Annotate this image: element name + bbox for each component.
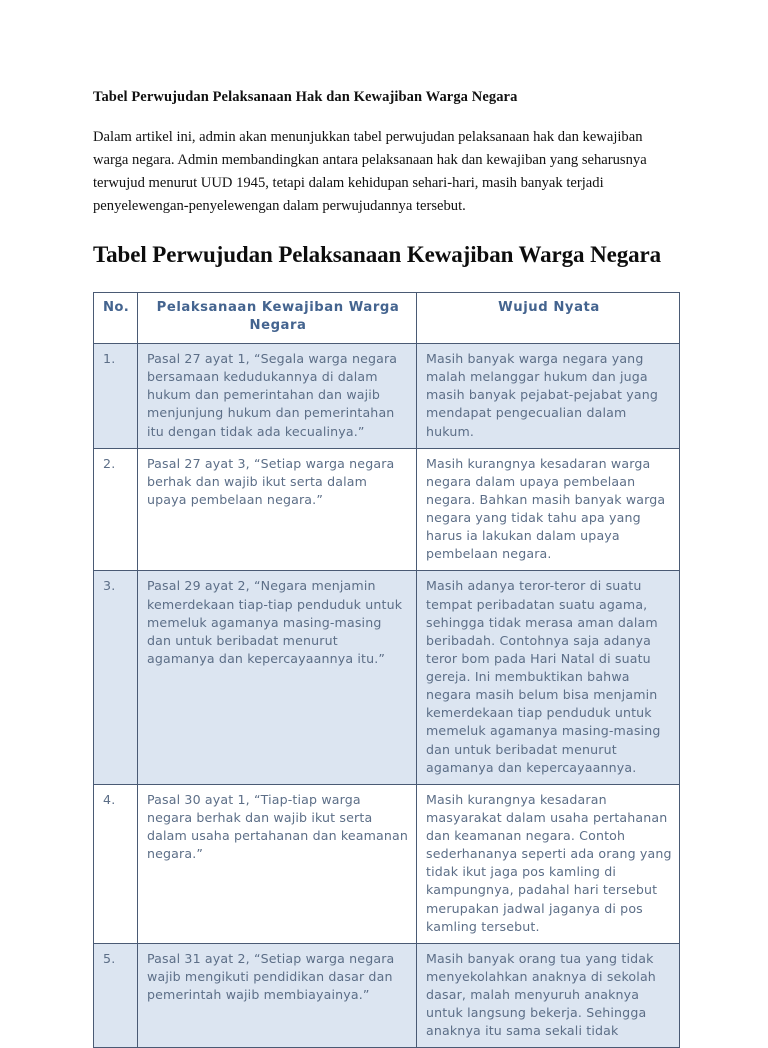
cell-wujud-nyata-text: Masih kurangnya kesadaran masyarakat dalam usaha pertahanan dan keamanan negara. Contoh sederhananya seperti ada orang yang tidak ikut jaga pos kamling di kampungnya, padahal hari tersebut merupakan jadwal jaganya di pos kamling tersebut. bbox=[426, 791, 672, 934]
cell-kewajiban bbox=[138, 943, 417, 1048]
cell-wujud-nyata-text: Masih banyak warga negara yang malah melanggar hukum dan juga masih banyak pejabat-pejabat yang mendapat pengecualian dalam hukum. bbox=[426, 351, 659, 439]
row-number: 3. bbox=[94, 571, 138, 784]
table-row bbox=[94, 784, 680, 943]
cell-wujud-nyata-text: Masih adanya teror-teror di suatu tempat peribadatan suatu agama, sehingga tidak merasa aman dalam beribadah. Contohnya saja adanya teror bom pada Hari Natal di suatu gereja. Ini membuktikan bahwa negara masih belum bisa menjamin kemerdekaan tiap penduduk untuk memeluk agamanya masing-masing dan untuk beribadat menurut agamanya dan kepercayaannya. bbox=[426, 578, 661, 775]
table-header bbox=[94, 292, 680, 343]
kewajiban-table bbox=[93, 292, 680, 1048]
row-number: 4. bbox=[94, 784, 138, 943]
document-title: Tabel Perwujudan Pelaksanaan Hak dan Kewajiban Warga Negara bbox=[93, 89, 518, 105]
table-row bbox=[94, 943, 680, 1048]
table-header-row bbox=[94, 292, 680, 343]
section-heading: Tabel Perwujudan Pelaksanaan Kewajiban Warga Negara bbox=[93, 241, 662, 267]
cell-kewajiban-text: Pasal 27 ayat 3, “Setiap warga negara berhak dan wajib ikut serta dalam upaya pembelaan negara.” bbox=[147, 455, 395, 507]
table-row bbox=[94, 344, 680, 449]
cell-kewajiban bbox=[138, 784, 417, 943]
table-row bbox=[94, 448, 680, 571]
table-container bbox=[93, 292, 679, 1048]
column-header-wujud-nyata: Wujud Nyata bbox=[417, 292, 680, 343]
cell-wujud-nyata bbox=[417, 571, 680, 784]
row-number: 1. bbox=[94, 344, 138, 449]
cell-wujud-nyata-text: Masih banyak orang tua yang tidak menyekolahkan anaknya di sekolah dasar, malah menyuruh anaknya untuk langsung bekerja. Sehingga anaknya itu sama sekali tidak bbox=[426, 950, 656, 1039]
column-header-no: No. bbox=[94, 292, 138, 343]
row-number: 5. bbox=[94, 943, 138, 1048]
cell-kewajiban-text: Pasal 31 ayat 2, “Setiap warga negara wajib mengikuti pendidikan dasar dan pemerintah wajib membiayainya.” bbox=[147, 950, 395, 1003]
table-row bbox=[94, 571, 680, 784]
intro-paragraph: Dalam artikel ini, admin akan menunjukkan tabel perwujudan pelaksanaan hak dan kewajiban warga negara. Admin membandingkan antara pelaksanaan hak dan kewajiban yang seharusnya terwujud menurut UUD 1945, tetapi dalam kehidupan sehari-hari, masih banyak terjadi penyelewengan-penyelewengan dalam perwujudannya tersebut. bbox=[93, 128, 647, 214]
column-header-kewajiban: Pelaksanaan Kewajiban Warga Negara bbox=[138, 292, 417, 343]
cell-wujud-nyata bbox=[417, 784, 680, 943]
cell-wujud-nyata bbox=[417, 943, 680, 1048]
cell-wujud-nyata-text: Masih kurangnya kesadaran warga negara dalam upaya pembelaan negara. Bahkan masih banyak warga negara yang tidak tahu apa yang harus ia lakukan dalam upaya pembelaan negara. bbox=[426, 455, 666, 562]
table-body bbox=[94, 344, 680, 1048]
cell-wujud-nyata bbox=[417, 448, 680, 571]
cell-kewajiban bbox=[138, 571, 417, 784]
cell-kewajiban-text: Pasal 30 ayat 1, “Tiap-tiap warga negara berhak dan wajib ikut serta dalam usaha pertahanan dan keamanan negara.” bbox=[147, 791, 409, 862]
cell-kewajiban bbox=[138, 344, 417, 449]
row-number: 2. bbox=[94, 448, 138, 571]
cell-kewajiban bbox=[138, 448, 417, 571]
cell-kewajiban-text: Pasal 27 ayat 1, “Segala warga negara bersamaan kedudukannya di dalam hukum dan pemerintahan dan wajib menjunjung hukum dan pemerintahan itu dengan tidak ada kecualinya.” bbox=[147, 351, 398, 439]
cell-wujud-nyata bbox=[417, 344, 680, 449]
cell-kewajiban-text: Pasal 29 ayat 2, “Negara menjamin kemerdekaan tiap-tiap penduduk untuk memeluk agamanya masing-masing dan untuk beribadat menurut agamanya dan kepercayaannya itu.” bbox=[147, 578, 403, 666]
